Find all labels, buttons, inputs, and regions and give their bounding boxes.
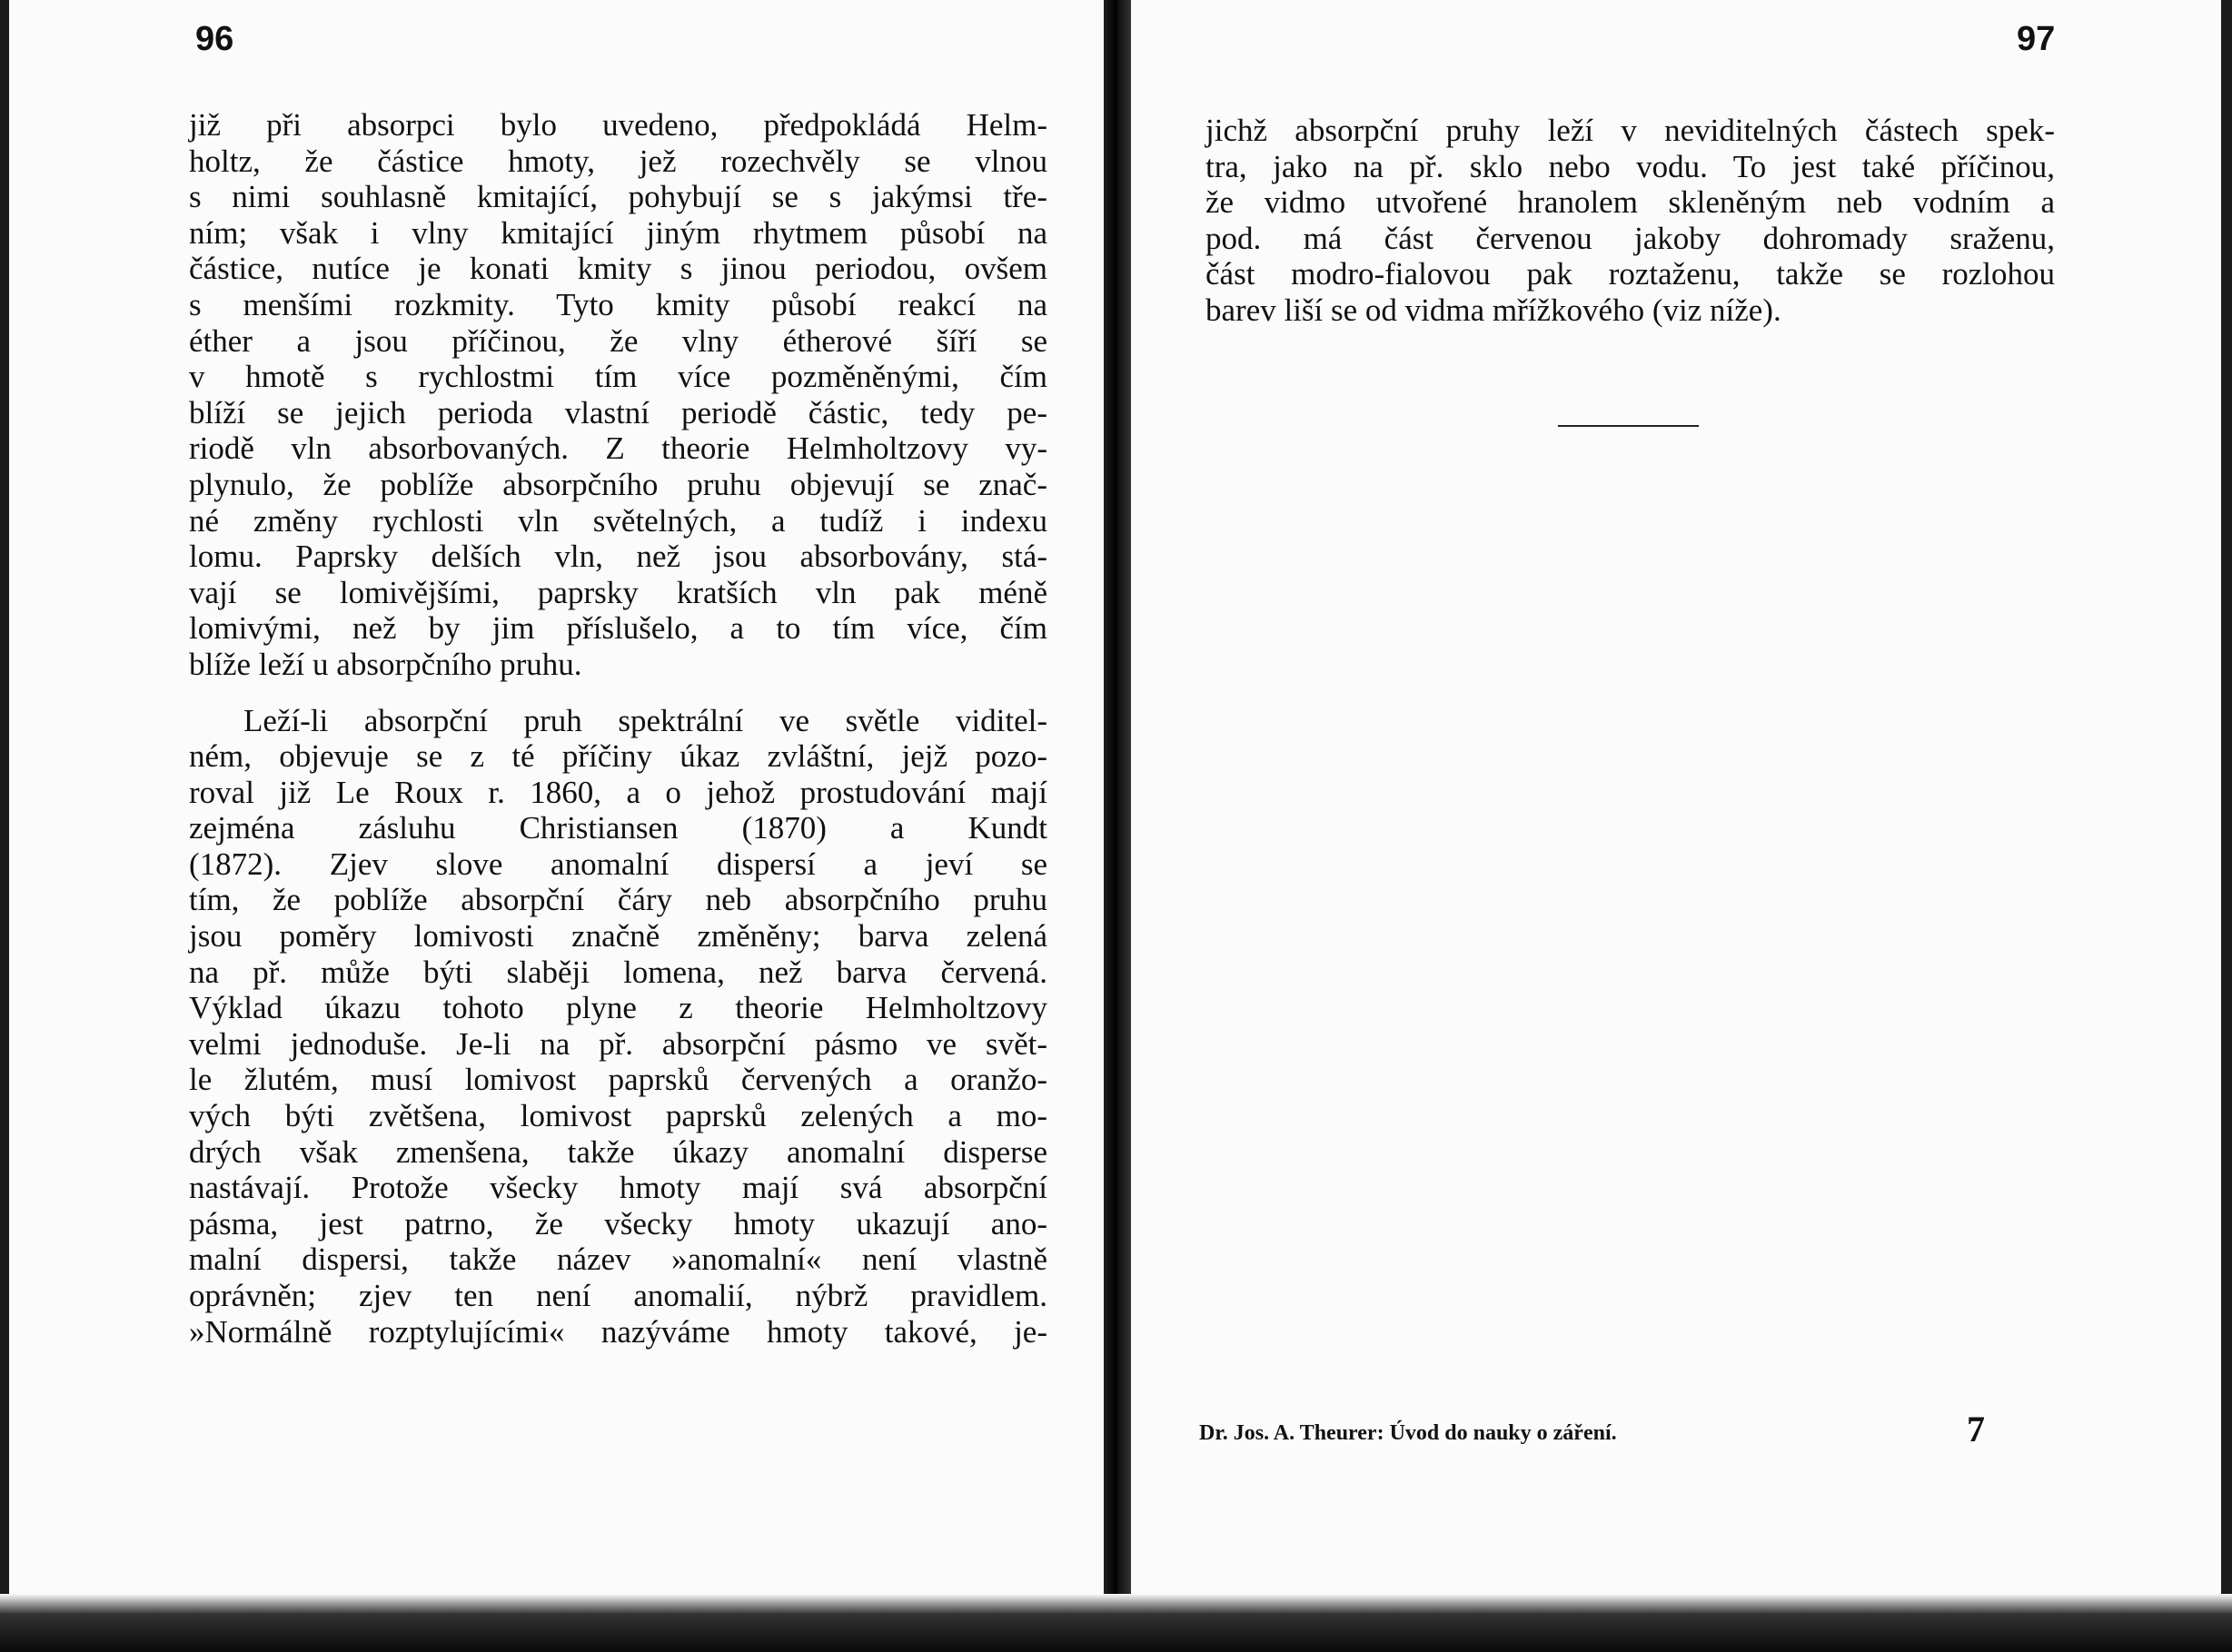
text-line: ném, objevuje se z té příčiny úkaz zvláštní, jejž pozo- [189, 738, 1047, 775]
text-line: le žlutém, musí lomivost paprsků červených a oranžo- [189, 1062, 1047, 1098]
text-line: pod. má část červenou jakoby dohromady sraženu, [1205, 220, 2055, 256]
text-line: né změny rychlosti vln světelných, a tudíž i indexu [189, 502, 1047, 539]
text-line: pásma, jest patrno, že všecky hmoty ukazují ano- [189, 1205, 1047, 1241]
text-line: že vidmo utvořené hranolem skleněným neb vodním a [1205, 184, 2055, 221]
text-line: vají se lomivějšími, paprsky kratších vln pak méně [189, 574, 1047, 610]
text-line: ním; však i vlny kmitající jiným rhytmem působí na [189, 214, 1047, 251]
text-line: nastávají. Protože všecky hmoty mají svá absorpční [189, 1170, 1047, 1206]
text-line: částice, nutíce je konati kmity s jinou periodou, ovšem [189, 251, 1047, 287]
text-line: jichž absorpční pruhy leží v neviditelných částech spek- [1205, 113, 2055, 148]
paragraph-2 [189, 703, 1047, 1350]
text-line: blíží se jejich perioda vlastní periodě částic, tedy pe- [189, 394, 1047, 430]
text-line: roval již Le Roux r. 1860, a o jehož prostudování mají [189, 774, 1047, 810]
text-line: jsou poměry lomivosti značně změněny; barva zelená [189, 918, 1047, 955]
text-line: lomivými, než by jim příslušelo, a to tím více, čím [189, 610, 1047, 647]
text-line: oprávněn; zjev ten není anomalií, nýbrž pravidlem. [189, 1278, 1047, 1313]
paragraph-continuation [1205, 113, 2055, 329]
right-page [1131, 0, 2221, 1626]
text-line: »Normálně rozptylujícími« nazýváme hmoty takové, je- [189, 1313, 1047, 1350]
text-line: tra, jako na př. sklo nebo vodu. To jest také příčinou, [1205, 148, 2055, 184]
right-page-text [1205, 113, 2055, 329]
page-number-left: 96 [195, 20, 234, 58]
section-rule [1558, 425, 1699, 427]
text-line: již při absorpci bylo uvedeno, předpokládá Helm- [189, 107, 1047, 143]
text-line: barev liší se od vidma mřížkového (viz níže). [1205, 292, 1781, 328]
text-line: riodě vln absorbovaných. Z theorie Helmholtzovy vy- [189, 430, 1047, 467]
sheet-number: 7 [1967, 1409, 1985, 1449]
text-line: lomu. Paprsky delších vln, než jsou absorbovány, stá- [189, 539, 1047, 575]
paragraph-1 [189, 107, 1047, 683]
text-line: na př. může býti slaběji lomena, než barva červená. [189, 954, 1047, 990]
book-gutter [1104, 0, 1131, 1652]
text-line: v hmotě s rychlostmi tím více pozměněnými, čím [189, 359, 1047, 395]
text-line: Výklad úkazu tohoto plyne z theorie Helmholtzovy [189, 990, 1047, 1026]
page-bottom-edge [0, 1594, 2232, 1652]
left-page [9, 0, 1104, 1626]
text-line: s nimi souhlasně kmitající, pohybují se s jakýmsi tře- [189, 179, 1047, 215]
text-line: tím, že poblíže absorpční čáry neb absorpčního pruhu [189, 882, 1047, 918]
text-line: s menšími rozkmity. Tyto kmity působí reakcí na [189, 286, 1047, 322]
page-number-right: 97 [2017, 20, 2056, 58]
text-line: vých býti zvětšena, lomivost paprsků zelených a mo- [189, 1098, 1047, 1134]
signature-footer: Dr. Jos. A. Theurer: Úvod do nauky o záření. [1199, 1421, 1617, 1445]
text-line: éther a jsou příčinou, že vlny étherové šíří se [189, 322, 1047, 359]
text-line: Leží-li absorpční pruh spektrální ve světle viditel- [243, 702, 1047, 738]
text-line: (1872). Zjev slove anomalní dispersí a jeví se [189, 846, 1047, 882]
text-line: část modro-fialovou pak roztaženu, takže se rozlohou [1205, 256, 2055, 292]
text-line: velmi jednoduše. Je-li na př. absorpční pásmo ve svět- [189, 1025, 1047, 1062]
text-line: zejména zásluhu Christiansen (1870) a Kundt [189, 810, 1047, 846]
text-line: malní dispersi, takže název »anomalní« není vlastně [189, 1241, 1047, 1278]
text-line: blíže leží u absorpčního pruhu. [189, 646, 582, 682]
text-line: plynulo, že poblíže absorpčního pruhu objevují se znač- [189, 466, 1047, 502]
text-line: drých však zmenšena, takže úkazy anomalní disperse [189, 1133, 1047, 1170]
left-page-text [189, 107, 1047, 1350]
text-line: holtz, že částice hmoty, jež rozechvěly se vlnou [189, 143, 1047, 179]
